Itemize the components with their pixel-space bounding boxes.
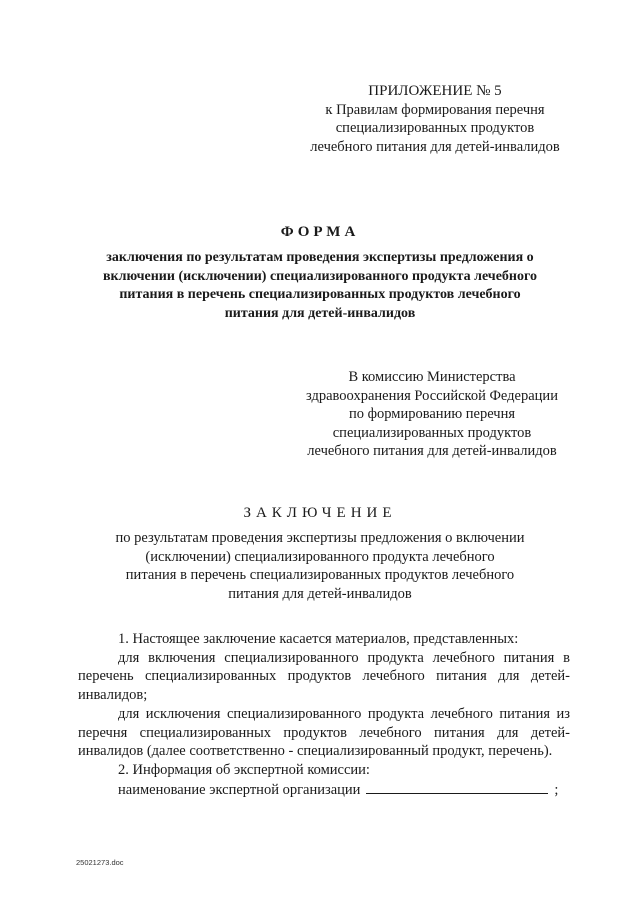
addressee-line: по формированию перечня — [348, 406, 516, 422]
org-name-row — [78, 780, 570, 800]
paragraph-1: 1. Настоящее заключение касается материалов, представленных: — [118, 631, 519, 647]
addressee-line: специализированных продуктов — [332, 424, 532, 441]
paragraph-include: для включения специализированного продукта лечебного питания в перечень специализированных продуктов лечебного питания для детей-инвалидов; — [78, 649, 570, 704]
conclusion-subtitle-line: питания для детей-инвалидов — [228, 585, 412, 602]
paragraph-exclude: для исключения специализированного продукта лечебного питания из перечня специализированных продуктов лечебного питания для детей-инвалидов (далее соответственно - специализированный продукт, перечень). — [78, 705, 570, 760]
org-name-label: наименование экспертной организации — [118, 781, 361, 798]
footer-file-code: 25021273.doc — [76, 858, 124, 867]
form-subtitle — [70, 249, 570, 323]
addressee-line: В комиссию Министерства — [348, 369, 516, 385]
form-subtitle-line: питания в перечень специализированных продуктов лечебного — [119, 287, 521, 302]
appendix-line: к Правилам формирования перечня — [325, 101, 545, 118]
org-name-blank-field[interactable] — [366, 780, 548, 794]
form-subtitle-line: включении (исключении) специализированного продукта лечебного — [102, 268, 537, 284]
body-text — [78, 630, 570, 799]
form-title: ФОРМА — [280, 224, 360, 240]
appendix-line: лечебного питания для детей-инвалидов — [310, 138, 560, 155]
appendix-block — [300, 82, 570, 156]
conclusion-subtitle-line: питания в перечень специализированных продуктов лечебного — [125, 567, 515, 583]
form-subtitle-line: питания для детей-инвалидов — [224, 305, 416, 321]
appendix-title: ПРИЛОЖЕНИЕ № 5 — [368, 83, 502, 99]
form-subtitle-line: заключения по результатам проведения экспертизы предложения о — [106, 250, 534, 265]
paragraph-2: 2. Информация об экспертной комиссии: — [118, 761, 370, 778]
addressee-block — [292, 368, 572, 461]
conclusion-title: ЗАКЛЮЧЕНИЕ — [243, 505, 397, 521]
appendix-line: специализированных продуктов — [335, 120, 535, 136]
addressee-line: лечебного питания для детей-инвалидов — [307, 443, 557, 459]
conclusion-subtitle-line: по результатам проведения экспертизы предложения о включении — [115, 530, 525, 546]
conclusion-subtitle — [100, 529, 540, 603]
conclusion-subtitle-line: (исключении) специализированного продукта лечебного — [145, 548, 495, 565]
addressee-line: здравоохранения Российской Федерации — [306, 387, 558, 404]
org-name-end: ; — [554, 781, 559, 798]
